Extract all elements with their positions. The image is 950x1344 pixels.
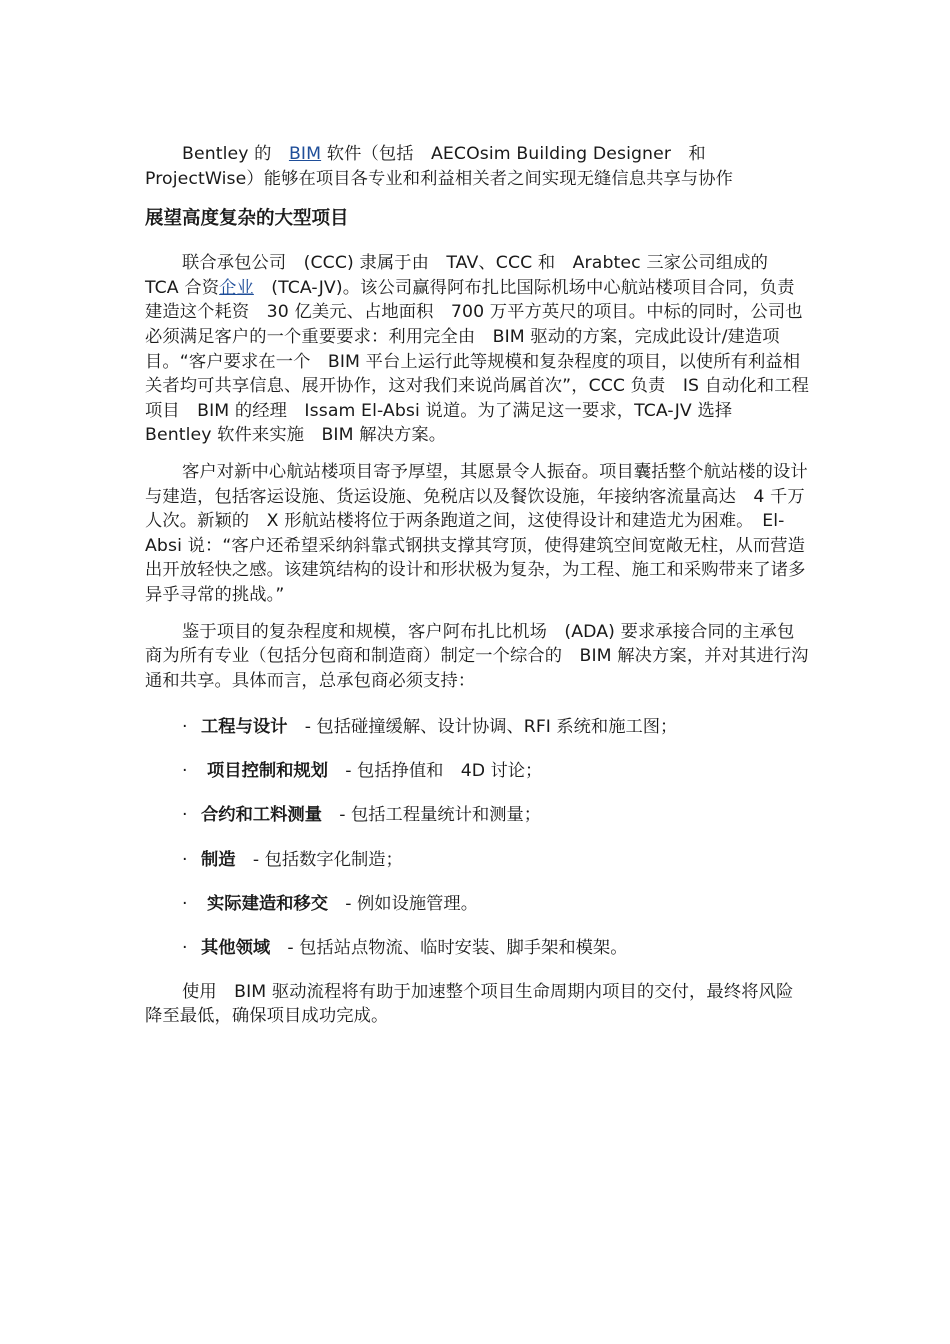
paragraph-1-text-2: (TCA-JV)。该公司赢得阿布扎比国际机场中心航站楼项目合同，负责建造这个耗资 30 亿美元、占地面积 700 万平方英尺的项目。中标的同时，公司也必须满足客户的一个重要要求：利用完全由 BIM 驱动的方案，完成此设计/建造项目。“客户要求在一个 BIM 平台上运行此等规模和复杂程度的项目，以使所有利益相关者均可共享信息、展开协作，这对我们来说尚属首次”，CCC 负责 IS 自动化和工程项目 BIM 的经理 Issam El-Absi 说道。为了满足这一要求，TCA-JV 选择 Bentley 软件来实施 BIM 解决方案。 xyxy=(145,277,809,446)
list-item-desc: - 包括数字化制造； xyxy=(235,849,403,870)
list-item-title: 其他领域 xyxy=(201,937,271,958)
bullet-icon: · xyxy=(182,937,188,958)
list-item-title: 合约和工料测量 xyxy=(201,805,322,826)
list-item-title: 项目控制和规划 xyxy=(201,761,328,782)
list-item-title: 制造 xyxy=(201,849,236,870)
list-item-desc: - 包括碰撞缓解、设计协调、RFI 系统和施工图； xyxy=(287,717,678,738)
list-item-title: 实际建造和移交 xyxy=(201,893,328,914)
enterprise-link[interactable]: 企业 xyxy=(219,277,254,298)
requirements-list xyxy=(145,715,810,960)
list-item-title: 工程与设计 xyxy=(201,717,288,738)
bullet-icon: · xyxy=(182,893,188,914)
list-item xyxy=(182,848,810,873)
paragraph-1-text-1: 联合承包公司 (CCC) 隶属于由 TAV、CCC 和 Arabtec 三家公司组成的 TCA 合资 xyxy=(145,253,786,298)
intro-text-1: Bentley 的 xyxy=(182,144,289,164)
intro-paragraph xyxy=(145,142,810,191)
intro-text-2: 软件（包括 AECOsim Building Designer 和 ProjectWise）能够在项目各专业和利益相关者之间实现无缝信息共享与协作 xyxy=(145,144,734,189)
list-item-desc: - 例如设施管理。 xyxy=(328,893,478,914)
list-item xyxy=(182,803,810,828)
bullet-icon: · xyxy=(182,717,188,738)
list-item xyxy=(182,936,810,961)
closing-paragraph: 使用 BIM 驱动流程将有助于加速整个项目生命周期内项目的交付，最终将风险降至最低，确保项目成功完成。 xyxy=(145,981,794,1027)
document-page xyxy=(145,142,810,1041)
paragraph-2: 客户对新中心航站楼项目寄予厚望，其愿景令人振奋。项目囊括整个航站楼的设计与建造，包括客运设施、货运设施、免税店以及餐饮设施，年接纳客流量高达 4 千万人次。新颖的 X 形航站楼将位于两条跑道之间，这使得设计和建造尤为困难。 El-Absi 说：“客户还希望采纳斜靠式钢拱支撑其穹顶，使得建筑空间宽敞无柱，从而营造出开放轻快之感。该建筑结构的设计和形状极为复杂，为工程、施工和采购带来了诸多异乎寻常的挑战。” xyxy=(145,461,808,605)
bullet-icon: · xyxy=(182,761,188,782)
list-item xyxy=(182,759,810,784)
paragraph-1 xyxy=(145,251,810,448)
bullet-icon: · xyxy=(182,805,188,826)
list-item-desc: - 包括挣值和 4D 讨论； xyxy=(328,761,543,782)
paragraph-3: 鉴于项目的复杂程度和规模，客户阿布扎比机场 (ADA) 要求承接合同的主承包商为所有专业（包括分包商和制造商）制定一个综合的 BIM 解决方案，并对其进行沟通和共享。具体而言，总承包商必须支持： xyxy=(145,621,809,691)
list-item-desc: - 包括站点物流、临时安装、脚手架和模架。 xyxy=(270,937,628,958)
list-item-desc: - 包括工程量统计和测量； xyxy=(321,805,542,826)
bim-link[interactable]: BIM xyxy=(288,144,322,164)
list-item xyxy=(182,715,810,740)
bullet-icon: · xyxy=(182,849,188,870)
section-heading: 展望高度复杂的大型项目 xyxy=(145,208,349,230)
list-item xyxy=(182,892,810,917)
